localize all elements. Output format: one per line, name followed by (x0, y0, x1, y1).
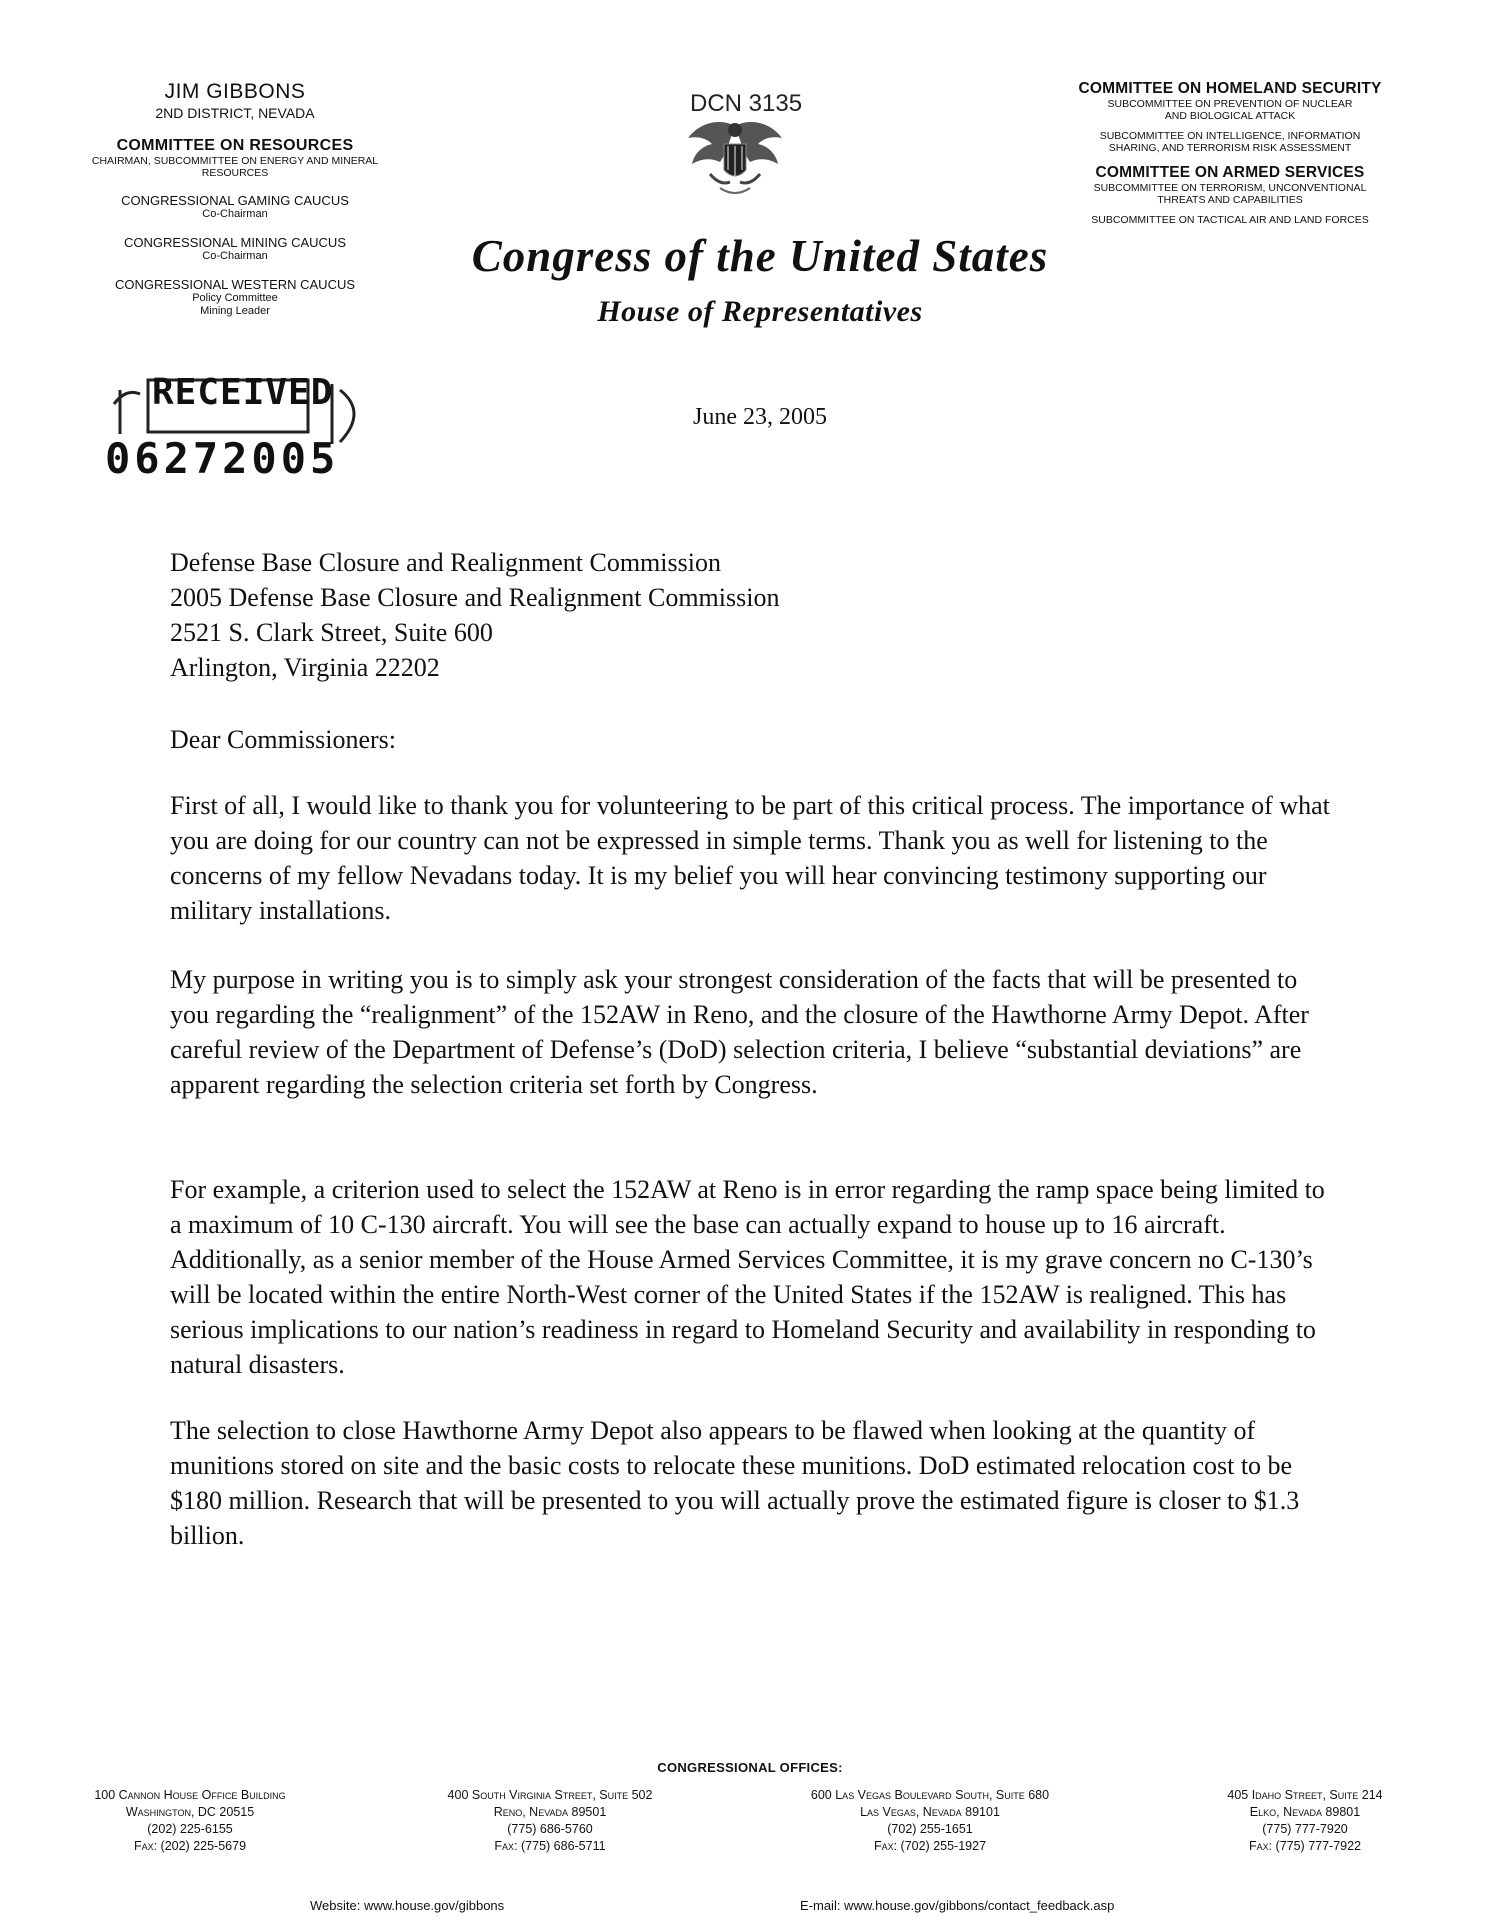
house-title: House of Representatives (597, 295, 923, 328)
address-line: Defense Base Closure and Realignment Commission (170, 548, 721, 577)
homeland-sub-2b: SHARING, AND TERRORISM RISK ASSESSMENT (1108, 142, 1352, 154)
office-phone: (702) 255-1651 (887, 1822, 973, 1836)
office-address-line1: 400 South Virginia Street, Suite 502 (447, 1788, 653, 1802)
salutation: Dear Commissioners: (170, 725, 397, 754)
armed-sub-1a: SUBCOMMITTEE ON TERRORISM, UNCONVENTIONAL (1093, 182, 1367, 194)
office-phone: (202) 225-6155 (147, 1822, 233, 1836)
office-elko (1155, 1787, 1455, 1855)
received-stamp-text: RECEIVED (152, 372, 334, 413)
caucus-gaming: CONGRESSIONAL GAMING CAUCUS (121, 193, 349, 208)
office-fax: Fax: (202) 225-5679 (133, 1839, 247, 1853)
office-address-line1: 100 Cannon House Office Building (94, 1788, 286, 1802)
committee-resources: COMMITTEE ON RESOURCES (116, 137, 354, 154)
footer-title: CONGRESSIONAL OFFICES: (657, 1760, 843, 1775)
armed-sub-1b: THREATS AND CAPABILITIES (1157, 194, 1303, 206)
letter-date: June 23, 2005 (693, 404, 827, 430)
dcn-number: DCN 3135 (690, 90, 803, 117)
office-fax: Fax: (775) 777-7922 (1248, 1839, 1362, 1853)
homeland-sub-1a: SUBCOMMITTEE ON PREVENTION OF NUCLEAR (1107, 98, 1353, 110)
committee-resources-sub: CHAIRMAN, SUBCOMMITTEE ON ENERGY AND MINERAL RESOURCES (91, 155, 379, 179)
paragraph-4: The selection to close Hawthorne Army Depot also appears to be flawed when looking at the quantity of munitions stored on site and the basic costs to relocate these munitions. DoD estimated relocation cost to be $180 million. Research that will be presented to you will actually prove the estimated figure is closer to $1.3 billion. (170, 1416, 1300, 1550)
paragraph-1: First of all, I would like to thank you for volunteering to be part of this critical process. The importance of what you are doing for our country can not be expressed in simple terms. Thank you as well for listening to the concerns of my fellow Nevadans today. It is my belief you will hear convincing testimony supporting our military installations. (170, 791, 1330, 925)
committee-assignments-block (1040, 80, 1420, 226)
caucus-western-role-1: Policy Committee (192, 292, 278, 304)
recipient-address (170, 545, 779, 685)
received-stamp-date: 06272005 (105, 434, 340, 483)
office-fax: Fax: (702) 255-1927 (873, 1839, 987, 1853)
homeland-sub-1b: AND BIOLOGICAL ATTACK (1164, 110, 1296, 122)
congress-title: Congress of the United States (471, 231, 1049, 281)
website-link[interactable]: Website: www.house.gov/gibbons (310, 1898, 505, 1913)
office-address-line2: Elko, Nevada 89801 (1249, 1805, 1361, 1819)
office-address-line1: 600 Las Vegas Boulevard South, Suite 680 (810, 1788, 1050, 1802)
armed-sub-2: SUBCOMMITTEE ON TACTICAL AIR AND LAND FORCES (1091, 214, 1369, 226)
caucus-mining: CONGRESSIONAL MINING CAUCUS (124, 235, 346, 250)
office-fax: Fax: (775) 686-5711 (494, 1839, 606, 1853)
committee-homeland-security: COMMITTEE ON HOMELAND SECURITY (1078, 80, 1382, 97)
office-address-line2: Reno, Nevada 89501 (493, 1805, 607, 1819)
office-reno (400, 1787, 700, 1855)
address-line: 2005 Defense Base Closure and Realignment Commission (170, 583, 780, 612)
email-link[interactable]: E-mail: www.house.gov/gibbons/contact_feedback.asp (800, 1898, 1115, 1913)
member-district: 2ND DISTRICT, NEVADA (155, 105, 315, 121)
address-line: Arlington, Virginia 22202 (170, 653, 440, 682)
caucus-mining-role: Co-Chairman (202, 250, 268, 262)
member-name: JIM GIBBONS (164, 80, 306, 103)
committee-armed-services: COMMITTEE ON ARMED SERVICES (1095, 164, 1365, 181)
office-washington (40, 1787, 340, 1855)
paragraph-2: My purpose in writing you is to simply ask your strongest consideration of the facts that will be presented to you regarding the “realignment” of the 152AW in Reno, and the closure of the Hawthorne Army Depot. After careful review of the Department of Defense’s (DoD) selection criteria, I believe “substantial deviations” are apparent regarding the selection criteria set forth by Congress. (170, 965, 1309, 1099)
office-las-vegas (780, 1787, 1080, 1855)
address-line: 2521 S. Clark Street, Suite 600 (170, 618, 493, 647)
caucus-gaming-role: Co-Chairman (202, 208, 268, 220)
caucus-western-role-2: Mining Leader (200, 305, 270, 317)
homeland-sub-2a: SUBCOMMITTEE ON INTELLIGENCE, INFORMATION (1099, 130, 1361, 142)
office-phone: (775) 686-5760 (507, 1822, 593, 1836)
office-phone: (775) 777-7920 (1262, 1822, 1348, 1836)
office-address-line1: 405 Idaho Street, Suite 214 (1227, 1788, 1383, 1802)
paragraph-3: For example, a criterion used to select the 152AW at Reno is in error regarding the ramp space being limited to a maximum of 10 C-130 aircraft. You will see the base can actually expand to house up to 16 aircraft. Additionally, as a senior member of the House Armed Services Committee, it is my grave concern no C-130’s will be located within the entire North-West corner of the United States if the 152AW is realigned. This has serious implications to our nation’s readiness in regard to Homeland Security and availability in responding to natural disasters. (170, 1175, 1325, 1379)
eagle-seal-icon (680, 108, 790, 208)
office-address-line2: Washington, DC 20515 (125, 1805, 255, 1819)
member-info-block (40, 80, 430, 318)
caucus-western: CONGRESSIONAL WESTERN CAUCUS (114, 277, 356, 292)
office-address-line2: Las Vegas, Nevada 89101 (860, 1805, 1000, 1819)
